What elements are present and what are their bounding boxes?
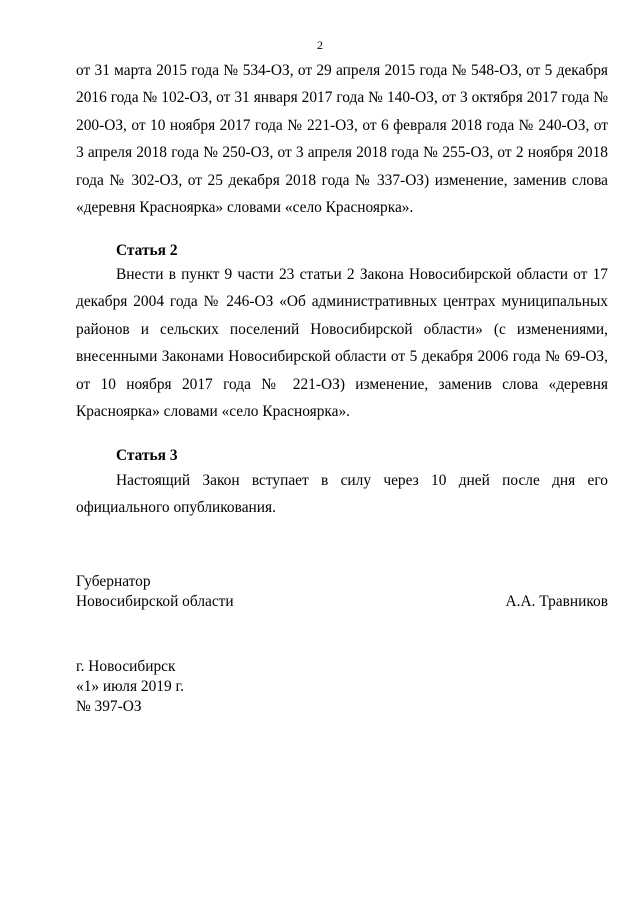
article-2-block [76,261,608,425]
signature-title [76,572,234,612]
page-number: 2 [317,38,323,52]
footer-number: № 397-ОЗ [76,698,142,715]
article-2-heading: Статья 2 [116,242,178,259]
signature-title-line1: Губернатор [76,573,151,590]
document-footer [76,657,184,717]
intro-block [76,57,608,221]
article-3-text: Настоящий Закон вступает в силу через 10 дней после дня его официального опубликования. [76,472,608,517]
intro-paragraph: от 31 марта 2015 года № 534-ОЗ, от 29 апреля 2015 года № 548-ОЗ, от 5 декабря 2016 года № 102-ОЗ, от 31 января 2017 года № 140-ОЗ, от 3 октября 2017 года № 200-ОЗ, от 10 ноября 2017 года № 221-ОЗ, от 6 февраля 2018 года № 240-ОЗ, от 3 апреля 2018 года № 250-ОЗ, от 3 апреля 2018 года № 255-ОЗ, от 2 ноября 2018 года № 302-ОЗ, от 25 декабря 2018 года № 337-ОЗ) изменение, заменив слова «деревня Красноярка» словами «село Красноярка». [76,62,608,217]
signature-title-line2: Новосибирской области [76,593,234,610]
footer-city: г. Новосибирск [76,658,176,675]
article-3-heading: Статья 3 [116,447,178,464]
footer-date: «1» июля 2019 г. [76,678,184,695]
signature-name: А.А. Травников [505,593,608,610]
article-3-block [76,467,608,522]
article-2-text: Внести в пункт 9 части 23 статьи 2 Закона Новосибирской области от 17 декабря 2004 года № 246-ОЗ «Об административных центрах муниципальных районов и сельских поселений Новосибирской области» (с изменениями, внесенными Законами Новосибирской области от 5 декабря 2006 года № 69-ОЗ, от 10 ноября 2017 года № 221-ОЗ) изменение, заменив слова «деревня Красноярка» словами «село Красноярка». [76,266,608,421]
